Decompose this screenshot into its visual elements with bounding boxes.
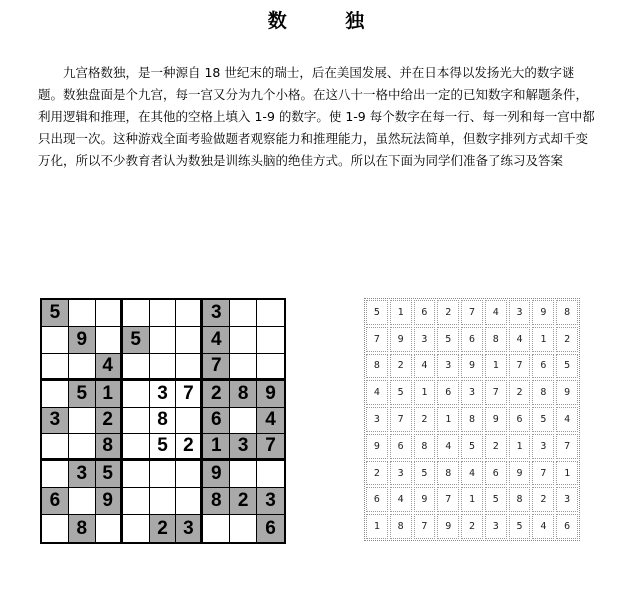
puzzle-cell (96, 300, 123, 327)
puzzle-cell (176, 300, 203, 327)
answer-cell: 9 (556, 380, 578, 405)
answer-cell: 4 (509, 327, 531, 352)
puzzle-cell: 4 (203, 327, 230, 354)
answer-cell: 1 (414, 380, 436, 405)
puzzle-cell (123, 488, 150, 515)
puzzle-cell (123, 461, 150, 488)
puzzle-cell: 3 (257, 488, 284, 515)
puzzle-cell: 9 (203, 461, 230, 488)
answer-cell: 1 (390, 300, 412, 325)
puzzle-cell (150, 461, 177, 488)
puzzle-cell: 5 (96, 461, 123, 488)
answer-cell: 9 (437, 514, 459, 539)
intro-paragraph: 九宫格数独，是一种源自 18 世纪末的瑞士，后在美国发展、并在日本得以发扬光大的数字谜题。数独盘面是个九宫，每一宫又分为九个小格。在这八十一格中给出一定的已知数字和解题条件，利用逻辑和推理，在其他的空格上填入 1-9 的数字。使 1-9 每个数字在每一行、每一列和每一宫中都只出现一次。这种游戏全面考验做题者观察能力和推理能力，虽然玩法简单，但数字排列方式却千变万化，所以不少教育者认为数独是训练头脑的绝佳方式。所以在下面为同学们准备了练习及答案 (38, 65, 595, 168)
answer-cell: 1 (437, 407, 459, 432)
answer-cell: 8 (532, 380, 554, 405)
answer-cell: 5 (556, 354, 578, 379)
sudoku-answer-grid (364, 298, 580, 541)
answer-cell: 6 (532, 354, 554, 379)
answer-cell: 1 (556, 461, 578, 486)
answer-cell: 2 (366, 461, 388, 486)
puzzle-cell: 9 (96, 488, 123, 515)
answer-cell: 9 (509, 461, 531, 486)
puzzle-cell (150, 327, 177, 354)
puzzle-cell (42, 354, 69, 381)
answer-cell: 9 (485, 407, 507, 432)
puzzle-cell: 2 (96, 408, 123, 435)
answer-cell: 8 (390, 514, 412, 539)
puzzle-cell: 6 (203, 408, 230, 435)
answer-cell: 6 (509, 407, 531, 432)
answer-cell: 9 (366, 434, 388, 459)
puzzle-cell (203, 515, 230, 542)
puzzle-cell (123, 434, 150, 461)
answer-cell: 2 (437, 300, 459, 325)
puzzle-cell: 5 (150, 434, 177, 461)
puzzle-cell (230, 327, 257, 354)
puzzle-cell: 8 (69, 515, 96, 542)
answer-cell: 3 (366, 407, 388, 432)
puzzle-cell: 2 (230, 488, 257, 515)
puzzle-cell (96, 515, 123, 542)
answer-cell: 7 (366, 327, 388, 352)
puzzle-cell (176, 354, 203, 381)
puzzle-cell: 9 (69, 327, 96, 354)
puzzle-cell: 3 (69, 461, 96, 488)
answer-cell: 8 (485, 327, 507, 352)
answer-cell: 4 (556, 407, 578, 432)
answer-cell: 7 (532, 461, 554, 486)
answer-cell: 8 (414, 434, 436, 459)
answer-cell: 8 (461, 407, 483, 432)
puzzle-cell (42, 461, 69, 488)
answer-cell: 4 (390, 487, 412, 512)
puzzle-cell (42, 327, 69, 354)
puzzle-cell (123, 381, 150, 408)
puzzle-cell (123, 354, 150, 381)
answer-cell: 3 (461, 380, 483, 405)
answer-cell: 1 (485, 354, 507, 379)
puzzle-cell: 2 (203, 381, 230, 408)
puzzle-cell (69, 434, 96, 461)
puzzle-cell (257, 327, 284, 354)
answer-cell: 7 (437, 487, 459, 512)
puzzle-cell (176, 327, 203, 354)
puzzle-cell (230, 408, 257, 435)
puzzle-cell (176, 488, 203, 515)
puzzle-cell (257, 300, 284, 327)
answer-cell: 2 (414, 407, 436, 432)
answer-cell: 1 (461, 487, 483, 512)
puzzle-cell: 7 (257, 434, 284, 461)
puzzle-cell (42, 434, 69, 461)
answer-cell: 4 (485, 300, 507, 325)
puzzle-cell: 9 (257, 381, 284, 408)
puzzle-cell (150, 488, 177, 515)
sudoku-puzzle-grid (40, 298, 286, 544)
puzzle-cell (42, 381, 69, 408)
puzzle-cell (96, 327, 123, 354)
puzzle-cell: 7 (203, 354, 230, 381)
answer-cell: 9 (461, 354, 483, 379)
puzzle-cell (176, 461, 203, 488)
answer-cell: 3 (390, 461, 412, 486)
puzzle-cell (69, 488, 96, 515)
puzzle-cell (123, 408, 150, 435)
answer-cell: 1 (532, 327, 554, 352)
answer-cell: 4 (461, 461, 483, 486)
puzzle-cell: 3 (203, 300, 230, 327)
answer-cell: 6 (485, 461, 507, 486)
page-title: 数 独 (267, 10, 391, 32)
answer-cell: 8 (437, 461, 459, 486)
answer-cell: 5 (461, 434, 483, 459)
answer-cell: 8 (509, 487, 531, 512)
answer-cell: 5 (485, 487, 507, 512)
puzzle-cell: 8 (150, 408, 177, 435)
answer-cell: 2 (509, 380, 531, 405)
answer-cell: 5 (509, 514, 531, 539)
answer-cell: 1 (366, 514, 388, 539)
puzzle-cell: 8 (203, 488, 230, 515)
puzzle-cell (69, 408, 96, 435)
puzzle-cell (123, 515, 150, 542)
puzzle-cell (230, 300, 257, 327)
puzzle-cell (257, 354, 284, 381)
puzzle-cell (69, 300, 96, 327)
answer-cell: 7 (556, 434, 578, 459)
answer-cell: 5 (366, 300, 388, 325)
answer-cell: 6 (390, 434, 412, 459)
puzzle-cell: 4 (257, 408, 284, 435)
puzzle-cell: 4 (96, 354, 123, 381)
puzzle-cell: 1 (96, 381, 123, 408)
answer-cell: 9 (532, 300, 554, 325)
answer-cell: 2 (390, 354, 412, 379)
answer-cell: 3 (509, 300, 531, 325)
answer-cell: 9 (414, 487, 436, 512)
answer-cell: 2 (556, 327, 578, 352)
puzzle-cell (230, 461, 257, 488)
answer-cell: 6 (461, 327, 483, 352)
answer-cell: 6 (437, 380, 459, 405)
puzzle-cell: 6 (42, 488, 69, 515)
answer-cell: 4 (437, 434, 459, 459)
puzzle-cell: 5 (123, 327, 150, 354)
answer-cell: 6 (366, 487, 388, 512)
answer-cell: 7 (414, 514, 436, 539)
answer-cell: 4 (366, 380, 388, 405)
answer-cell: 5 (532, 407, 554, 432)
puzzle-cell: 3 (150, 381, 177, 408)
answer-cell: 2 (532, 487, 554, 512)
answer-cell: 7 (509, 354, 531, 379)
puzzle-cell: 3 (176, 515, 203, 542)
answer-cell: 2 (461, 514, 483, 539)
puzzle-cell: 8 (230, 381, 257, 408)
puzzle-cell (230, 515, 257, 542)
puzzle-cell: 3 (230, 434, 257, 461)
puzzle-cell: 8 (96, 434, 123, 461)
answer-cell: 7 (461, 300, 483, 325)
answer-cell: 6 (556, 514, 578, 539)
puzzle-cell (69, 354, 96, 381)
puzzle-cell (257, 461, 284, 488)
puzzle-cell (42, 515, 69, 542)
answer-cell: 5 (390, 380, 412, 405)
answer-cell: 9 (390, 327, 412, 352)
answer-cell: 4 (532, 514, 554, 539)
answer-cell: 8 (556, 300, 578, 325)
puzzle-cell: 7 (176, 381, 203, 408)
answer-cell: 1 (509, 434, 531, 459)
puzzle-cell: 5 (69, 381, 96, 408)
puzzle-cell (123, 300, 150, 327)
puzzle-cell: 6 (257, 515, 284, 542)
answer-cell: 3 (437, 354, 459, 379)
answer-cell: 3 (532, 434, 554, 459)
puzzle-cell: 2 (176, 434, 203, 461)
answer-cell: 6 (414, 300, 436, 325)
answer-cell: 4 (414, 354, 436, 379)
answer-cell: 3 (485, 514, 507, 539)
puzzle-cell (230, 354, 257, 381)
puzzle-cell: 3 (42, 408, 69, 435)
puzzle-cell (150, 300, 177, 327)
puzzle-cell: 1 (203, 434, 230, 461)
puzzle-cell: 5 (42, 300, 69, 327)
answer-cell: 5 (437, 327, 459, 352)
answer-cell: 2 (485, 434, 507, 459)
puzzle-cell: 2 (150, 515, 177, 542)
answer-cell: 3 (556, 487, 578, 512)
puzzle-cell (150, 354, 177, 381)
answer-cell: 3 (414, 327, 436, 352)
puzzle-cell (176, 408, 203, 435)
answer-cell: 8 (366, 354, 388, 379)
answer-cell: 7 (485, 380, 507, 405)
answer-cell: 5 (414, 461, 436, 486)
answer-cell: 7 (390, 407, 412, 432)
